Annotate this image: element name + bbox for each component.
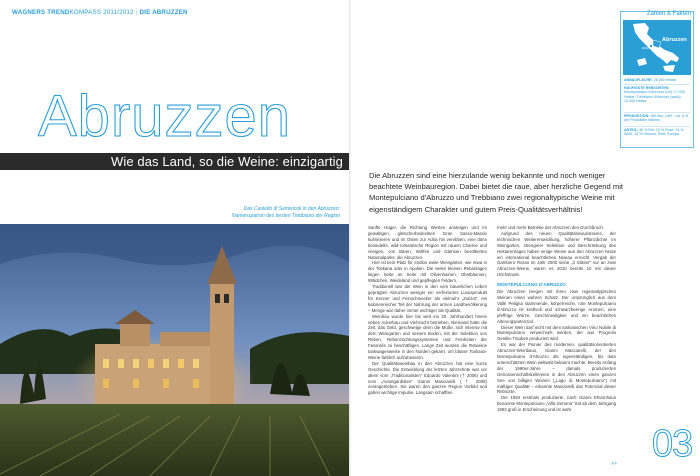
page-number: 03 <box>652 423 693 465</box>
page-gutter <box>349 0 351 476</box>
section-subhead: MONTEPULCIANO D'ABRUZZO <box>497 282 566 288</box>
body-paragraph: mehr und mehr Betriebe der Abruzzen den Durchbruch. <box>497 225 604 230</box>
facts-line: ANBAUFLÄCHE: 36.000 Hektar <box>624 78 677 82</box>
photo-caption <box>150 206 340 219</box>
body-paragraph: Dieser Wein darf nicht mit dem toskanischen Vino Nobile di Montepulciano verwechselt werden, der aus Prugnolo Gentile-Trauben produziert wird. <box>497 324 616 342</box>
facts-box <box>620 11 694 148</box>
page-subtitle: Wie das Land, so die Weine: einzigartig <box>110 154 343 169</box>
body-paragraph: Es war der Pionier des modernen, qualitätsorientierten Abruzzen-Weinbaus, Gianni Masciarelli, der den Montepulciano d'Abruzzo als eigenständigen, bis dato unterschätzten Wein weltweit bekannt machte. Bereits Anfang der 1990er-Jahre – damals produzierten Genossenschaftskellereien in den Abruzzen einen ganzen See von billigen Weinen („Lago di Montepulciano“) mit mäßiger Qualität – erkannte Masciarelli das Potenzial dieser Rebsorte. <box>497 342 616 395</box>
facts-divider <box>624 112 690 113</box>
facts-divider <box>624 126 690 127</box>
facts-line: PRODUKTION: 350 Mio. Liter = ca. 8 % der Produktion Italiens <box>624 114 689 123</box>
section-label: DIE ABRUZZEN <box>139 9 188 16</box>
castle-photo-illustration <box>0 224 349 476</box>
lead-paragraph: Die Abruzzen sind eine hierzulande wenig bekannte und noch weniger beachtete Weinbauregion. Dabei bietet die raue, aber herzliche Gegend mit Montepulciano d'Abruzzo und Trebbiano zwei regionaltypische Weine mit eigenständigem Charakter und gutem Preis-Qualitätsverhältnis! <box>369 171 623 214</box>
running-head <box>12 9 188 16</box>
page-title: Abruzzen <box>38 84 292 149</box>
facts-box-title: Zahlen & Fakten <box>646 11 691 17</box>
facts-line: HÄUFIGSTE REBSORTEN: Montepulciano d'Abruzzo (rot): 17.000 Hektar; Trebbiano d'Abruzzo (weiß): 14.000 Hektar <box>624 86 685 104</box>
body-paragraph: Traditionell war der Wein in den vom bäuerlichen Leben geprägten Abruzzen weniger ein verfeinertes Luxusprodukt für Kenner und Feinschmecker als vielmehr „Zubrot“, ein kalorienreicher Teil der Nahrung der armen Landbevölkerung – Menge war daher immer wichtiger als Qualität. <box>368 284 487 313</box>
italy-map-icon <box>623 20 691 75</box>
facts-line: ANTEIL: 46 % Rot, 23 % Rosé, 31 % Weiß, 18 % Genuss, Rest: Europa <box>624 128 684 137</box>
continue-arrow: >> <box>611 461 617 467</box>
caption-line: Das Castello di Semivicoli in den Abruzzen: <box>243 206 340 212</box>
facts-divider <box>624 84 690 85</box>
body-column-2 <box>497 225 616 413</box>
map-label: Abruzzen <box>662 37 687 43</box>
body-paragraph: Der Qualitätsweinbau in den Abruzzen hat eine kurze Geschichte. Die Entwicklung der letzten Jahrzehnte war vor allem vom „Traditionalisten“ Edoardo Valentini († 2006) und vom „Avantgardisten“ Gianni Masciarelli († 2008) vorangetrieben. Sie waren den ganzen Region Vorbild und gaben wichtige Impulse. Langsam schafften <box>368 360 487 396</box>
map-label-rome: ROM <box>642 46 649 50</box>
body-paragraph: Weinbau wurde hier bis weit ins 20. Jahrhundert hinein neben Ackerbau und Viehzucht betrieben. Niemand hatte die Zeit, das Geld, geschweige denn die Muße, sich intensiv mit dem Weingarten und seinem Boden, mit der Selektion von Reben, Rebenzüchtungssystemen und Feinheiten der Fassreife zu beschäftigen. Lange Zeit wurden die Rotweine tankwagenweise in den Norden gekarrt, um blasse Toskana-Weine farblich aufzubessern. <box>368 313 487 360</box>
body-paragraph: Die Abruzzen bergen mit ihren zwei regionaltypischen Weinen einen wahren Schatz. Der ursprünglich aus dem Valle Peligna stammende, körperreiche, rote Montepulciano d'Abruzzo ist kraftvoll und schwarzbeerige Aromen, eine pfeffrige Würze, Geschmeidigkeit und ein beachtliches Alterungspotenzial. <box>497 289 616 324</box>
body-paragraph: Aufgrund des neuen Qualitätsbewusstseins, der technischen Weiterentwicklung, höherer Pflanzdichte im Weingarten, strengerer Selektion und Beschränkung des Hektarertrages haben einige Weine aus den Abruzzen heute ein international beachtliches Niveau erreicht. Vergab der Gambero Rosso im Jahr 2000 seine „3 Gläser“ nur an zwei Abruzzen-Weine, waren es 2010 bereits 10 mit dieser Höchstnote. <box>497 230 616 278</box>
castle-photo <box>0 224 349 476</box>
body-paragraph: Der 1984 erstmals produzierte, nach Gianni Ehtomhaus benannte Montepulciano „Villa Gemma“ trat ab dem Jahrgang 1993 groß in Erscheinung und ist wahr <box>497 395 616 413</box>
kompass-label: KOMPASS 2011/2012 <box>69 9 134 16</box>
body-paragraph: Sanfte Hügel, die Richtung Westen ansteigen und im gewaltigen, gletscherbedeckten Gran Sasso-Massiv kulminieren und im Osten zur Adria hin verebben; eine dünn besiedelte, wild-romantische Region mit rauem Charme und riesigen, von Bären, Wölfen und Gämsen bevölkerten Nationalparks: die Abruzzen. <box>368 225 487 260</box>
caption-line: Namenspatron des besten Trebbiano der Region <box>231 212 340 219</box>
body-column-1 <box>368 225 487 396</box>
running-head-separator: | <box>135 9 138 16</box>
italy-map <box>623 20 691 75</box>
body-paragraph: Hier ist kein Platz für endlos weite Weingärten, wie etwa in der Toskana oder in Apulien. Die vielen kleinen Rebanlagen liegen Seite an Seite mit Olivenhainen, Obstbäumen, Wäldchen, Weideland und gepflegten Feldern. <box>368 260 487 284</box>
brand-label: WAGNERS TREND <box>12 9 70 16</box>
